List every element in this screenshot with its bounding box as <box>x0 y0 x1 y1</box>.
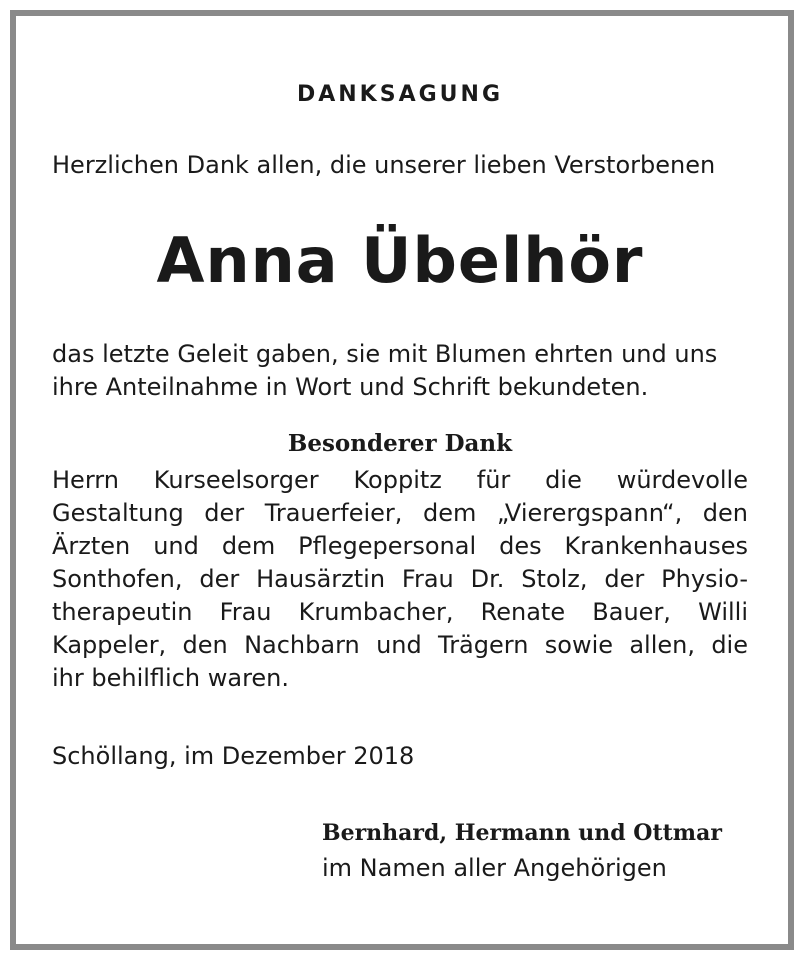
paragraph-line: Gestaltung der Trauerfeier, dem „Vierergspann“, den <box>52 499 748 527</box>
special-thanks-heading: Besonderer Dank <box>287 430 513 457</box>
paragraph-line: Herrn Kurseelsorger Koppitz für die würdevolle <box>52 466 748 494</box>
signers: Bernhard, Hermann und Ottmar <box>322 820 722 846</box>
intro-text: Herzlichen Dank allen, die unserer lieben Verstorbenen <box>52 151 716 179</box>
paragraph-line: Kappeler, den Nachbarn und Trägern sowie allen, die <box>52 631 748 659</box>
signers-subtitle: im Namen aller Angehörigen <box>322 854 667 882</box>
paragraph-line: ihr behilflich waren. <box>52 664 290 692</box>
place-date: Schöllang, im Dezember 2018 <box>52 742 415 770</box>
notice-heading: DANKSAGUNG <box>296 82 503 107</box>
paragraph-line: ihre Anteilnahme in Wort und Schrift bekundeten. <box>52 373 649 401</box>
paragraph-line: Ärzten und dem Pflegepersonal des Krankenhauses <box>52 532 748 560</box>
paragraph-line: therapeutin Frau Krumbacher, Renate Bauer, Willi <box>52 598 748 626</box>
paragraph-special-thanks <box>52 464 748 695</box>
paragraph-line: Sonthofen, der Hausärztin Frau Dr. Stolz, der Physio- <box>52 565 748 593</box>
paragraph-thanks <box>52 338 748 404</box>
deceased-name: Anna Übelhör <box>156 224 644 297</box>
paragraph-line: das letzte Geleit gaben, sie mit Blumen ehrten und uns <box>52 340 718 368</box>
